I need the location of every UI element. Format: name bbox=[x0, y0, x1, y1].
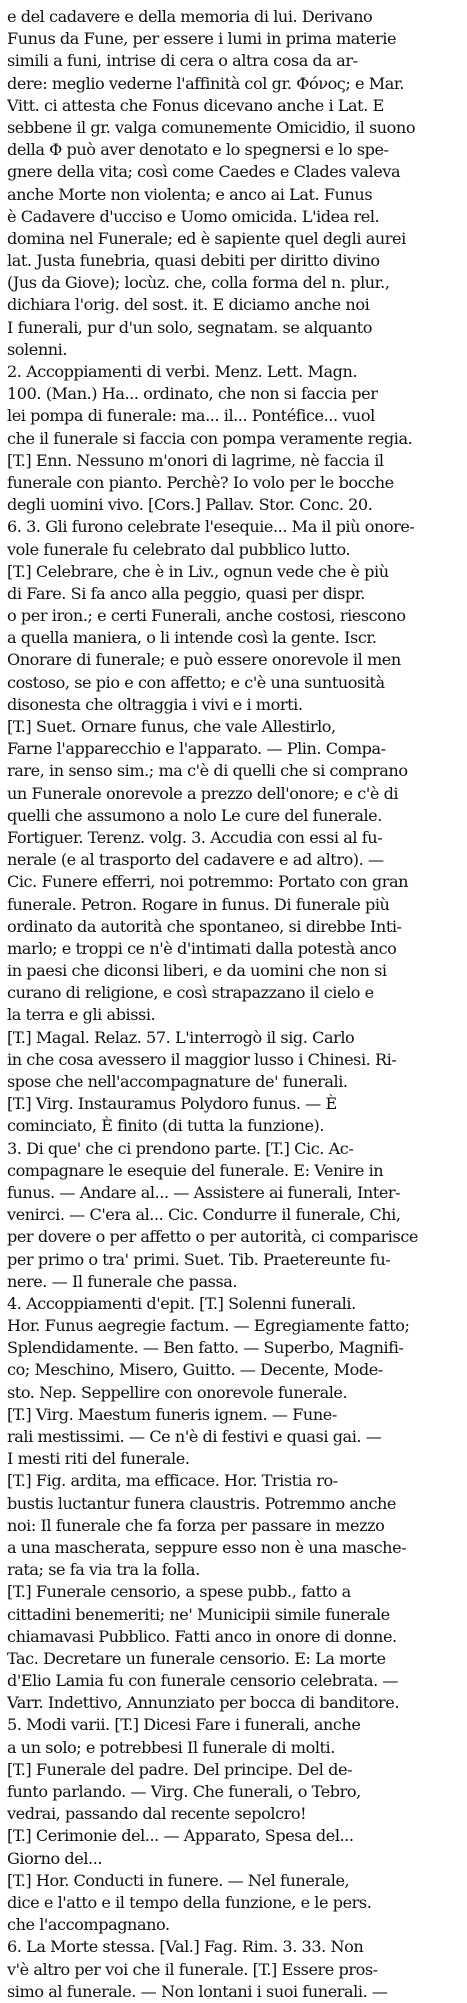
text-line: [T.] Virg. Instauramus Polydoro funus. — È bbox=[7, 1094, 337, 1114]
text-line: per primo o tra' primi. Suet. Tib. Praetereunte fu- bbox=[7, 1249, 391, 1269]
text-line: di Fare. Si fa anco alla peggio, quasi per dispr. bbox=[7, 583, 365, 603]
text-line: bustis luctantur funera claustris. Potremmo anche bbox=[7, 1493, 396, 1513]
text-line: lat. Justa funebria, quasi debiti per diritto divino bbox=[7, 251, 380, 271]
text-line: [T.] Virg. Maestum funeris ignem. — Fune- bbox=[7, 1404, 337, 1424]
text-line: curano di religione, e così strapazzano il cielo e bbox=[7, 983, 374, 1003]
text-line: compagnare le esequie del funerale. E: Venire in bbox=[7, 1160, 384, 1180]
text-line: dice e l'atto e il tempo della funzione, e le pers. bbox=[7, 1892, 372, 1912]
text-line: Giorno del... bbox=[7, 1848, 103, 1868]
text-line: vole funerale fu celebrato dal pubblico lutto. bbox=[7, 539, 351, 559]
text-line: o per iron.; e certi Funerali, anche costosi, riescono bbox=[7, 606, 406, 626]
text-line: (Jus da Giove); locùz. che, colla forma del n. plur., bbox=[7, 273, 390, 293]
text-line: [T.] Funerale censorio, a spese pubb., fatto a bbox=[7, 1582, 351, 1602]
text-line: vedrai, passando dal recente sepolcro! bbox=[7, 1804, 307, 1824]
text-line: in che cosa avessero il maggior lusso i Chinesi. Ri- bbox=[7, 1049, 397, 1069]
text-line: I mesti riti del funerale. bbox=[7, 1449, 190, 1469]
text-line: funto parlando. — Virg. Che funerali, o Tebro, bbox=[7, 1782, 361, 1801]
text-line: sto. Nep. Seppellire con onorevole funerale. bbox=[7, 1382, 348, 1402]
text-line: un Funerale onorevole a prezzo dell'onore; e c'è di bbox=[7, 783, 399, 803]
text-line: dere: meglio vederne l'affinità col gr. Φόνος; e Mar. bbox=[7, 73, 405, 93]
text-line: disonesta che oltraggia i vivi e i morti. bbox=[7, 694, 303, 714]
text-line: Farne l'apparecchio e l'apparato. — Plin. Compa- bbox=[7, 739, 386, 759]
text-line: per dovere o per affetto o per autorità, ci comparisce bbox=[7, 1227, 418, 1247]
text-line: rali mestissimi. — Ce n'è di festivi e quasi gai. — bbox=[7, 1427, 382, 1446]
text-line: a una mascherata, seppure esso non è una masche- bbox=[7, 1537, 407, 1557]
text-line: funus. — Andare al... — Assistere ai funerali, Inter- bbox=[7, 1182, 401, 1202]
entry-text-body bbox=[7, 6, 461, 2003]
text-line: Fortiguer. Terenz. volg. 3. Accudia con essi al fu- bbox=[7, 827, 383, 847]
text-line: è Cadavere d'ucciso e Uomo omicida. L'idea rel. bbox=[7, 206, 380, 226]
text-line: venirci. — C'era al... Cic. Condurre il funerale, Chi, bbox=[7, 1205, 401, 1225]
text-line: d'Elio Lamia fu con funerale censorio celebrata. — bbox=[7, 1671, 399, 1691]
text-line: [T.] Hor. Conducti in funere. — Nel funerale, bbox=[7, 1870, 350, 1890]
text-line: [T.] Cerimonie del... — Apparato, Spesa del... bbox=[7, 1826, 354, 1846]
text-line: Vitt. ci attesta che Fonus dicevano anche i Lat. E bbox=[7, 95, 384, 115]
text-line: 2. Accoppiamenti di verbi. Menz. Lett. Magn. bbox=[7, 362, 358, 381]
text-line: noi: Il funerale che fa forza per passare in mezzo bbox=[7, 1515, 385, 1535]
text-line: che l'accompagnano. bbox=[7, 1915, 170, 1935]
text-line: Onorare di funerale; e può essere onorevole il men bbox=[7, 650, 401, 670]
text-line: chiamavasi Pubblico. Fatti anco in onore di donne. bbox=[7, 1626, 397, 1646]
text-line: funerale. Petron. Rogare in funus. Di funerale più bbox=[7, 894, 390, 914]
text-line: e del cadavere e della memoria di lui. Derivano bbox=[7, 7, 373, 26]
text-line: a quella maniera, o li intende così la gente. Iscr. bbox=[7, 628, 377, 648]
text-line: degli uomini vivo. [Cors.] Pallav. Stor. Conc. 20. bbox=[7, 495, 373, 515]
text-line: co; Meschino, Misero, Guitto. — Decente, Mode- bbox=[7, 1360, 383, 1380]
text-line: lei pompa di funerale: ma... il... Pontéfice... vuol bbox=[7, 406, 375, 426]
text-line: Funus da Fune, per essere i lumi in prima materie bbox=[7, 29, 397, 49]
text-line: gnere della vita; così come Caedes e Clades valeva bbox=[7, 162, 401, 182]
text-line: 6. 3. Gli furono celebrate l'esequie... Ma il più onore- bbox=[7, 517, 415, 537]
text-line: sebbene il gr. valga comunemente Omicidio, il suono bbox=[7, 117, 416, 137]
text-line: Splendidamente. — Ben fatto. — Superbo, Magnifi- bbox=[7, 1338, 404, 1358]
text-line: [T.] Celebrare, che è in Liv., ognun vede che è più bbox=[7, 561, 389, 581]
text-line: cominciato, È finito (di tutta la funzione). bbox=[7, 1116, 325, 1136]
text-line: [T.] Magal. Relaz. 57. L'interrogò il sig. Carlo bbox=[7, 1027, 355, 1047]
text-line: che il funerale si faccia con pompa veramente regia. bbox=[7, 428, 413, 448]
text-line: solenni. bbox=[7, 339, 68, 359]
text-line: 3. Di que' che ci prendono parte. [T.] Cic. Ac- bbox=[7, 1138, 354, 1158]
text-line: nere. — Il funerale che passa. bbox=[7, 1271, 238, 1291]
text-line: [T.] Funerale del padre. Del principe. Del de- bbox=[7, 1759, 353, 1779]
text-line: [T.] Enn. Nessuno m'onori di lagrime, nè faccia il bbox=[7, 450, 384, 470]
text-line: rata; se fa via tra la folla. bbox=[7, 1560, 200, 1580]
text-line: [T.] Suet. Ornare funus, che vale Allestirlo, bbox=[7, 717, 336, 736]
text-line: a un solo; e potrebbesi Il funerale di molti. bbox=[7, 1737, 335, 1757]
text-line: anche Morte non violenta; e anco ai Lat. Funus bbox=[7, 184, 373, 204]
text-line: Tac. Decretare un funerale censorio. E: La morte bbox=[7, 1648, 386, 1668]
text-line: 6. La Morte stessa. [Val.] Fag. Rim. 3. 33. Non bbox=[7, 1937, 364, 1957]
text-line: in paesi che diconsi liberi, e da uomini che non si bbox=[7, 961, 387, 981]
text-line: rare, in senso sim.; ma c'è di quelli che si comprano bbox=[7, 761, 408, 781]
text-line: marlo; e troppi ce n'è d'intimati dalla potestà anco bbox=[7, 938, 397, 958]
text-line: simili a funi, intrise di cera o altra cosa da ar- bbox=[7, 51, 358, 71]
text-line: Cic. Funere efferri, noi potremmo: Portato con gran bbox=[7, 872, 409, 892]
text-line: domina nel Funerale; ed è sapiente quel degli aurei bbox=[7, 228, 406, 248]
text-line: Varr. Indettivo, Annunziato per bocca di banditore. bbox=[7, 1693, 399, 1713]
text-line: funerale con pianto. Perchè? Io volo per le bocche bbox=[7, 472, 394, 492]
text-line: 5. Modi varii. [T.] Dicesi Fare i funerali, anche bbox=[7, 1715, 361, 1735]
text-line: simo al funerale. — Non lontani i suoi funerali. — bbox=[7, 1981, 388, 2001]
text-line: ordinato da autorità che spontaneo, si direbbe Inti- bbox=[7, 916, 402, 936]
text-line: I funerali, pur d'un solo, segnatam. se alquanto bbox=[7, 317, 372, 337]
text-line: Hor. Funus aegregie factum. — Egregiamente fatto; bbox=[7, 1316, 410, 1336]
text-line: v'è altro per voi che il funerale. [T.] Essere pros- bbox=[7, 1959, 378, 1979]
text-line: [T.] Fig. ardita, ma efficace. Hor. Tristia ro- bbox=[7, 1471, 338, 1491]
text-line: cittadini benemeriti; ne' Municipii simile funerale bbox=[7, 1604, 390, 1624]
text-line: 4. Accoppiamenti d'epit. [T.] Solenni funerali. bbox=[7, 1293, 356, 1313]
text-line: quelli che assumono a nolo Le cure del funerale. bbox=[7, 805, 382, 825]
text-line: costoso, se pio e con affetto; e c'è una suntuosità bbox=[7, 672, 385, 692]
text-line: dichiara l'orig. del sost. it. E diciamo anche noi bbox=[7, 295, 370, 315]
text-line: la terra e gli abissi. bbox=[7, 1005, 156, 1025]
text-line: spose che nell'accompagnature de' funerali. bbox=[7, 1072, 348, 1091]
text-line: 100. (Man.) Ha... ordinato, che non si faccia per bbox=[7, 384, 378, 404]
text-line: nerale (e al trasporto del cadavere e ad altro). — bbox=[7, 850, 384, 870]
text-line: della Φ può aver denotato e lo spegnersi e lo spe- bbox=[7, 140, 389, 160]
